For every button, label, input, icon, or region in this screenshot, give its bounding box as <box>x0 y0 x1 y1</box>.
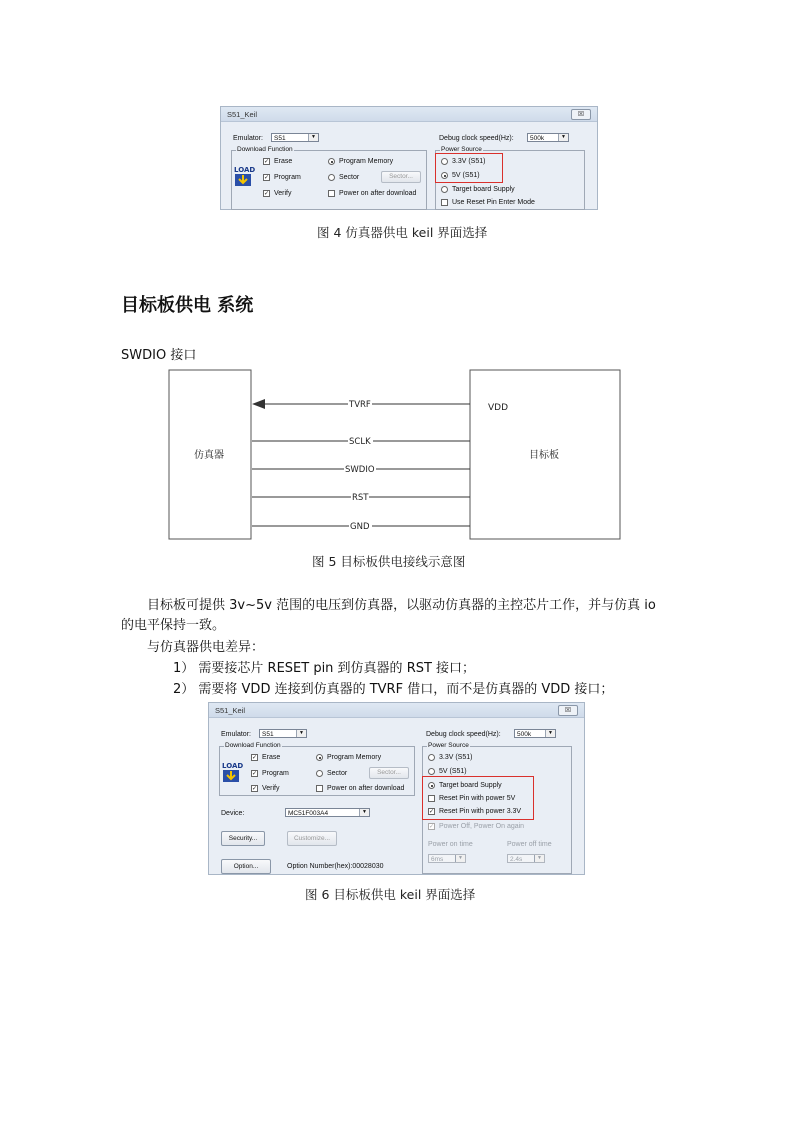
download-group-label: Download Function <box>225 742 281 749</box>
signal-label-gnd: GND <box>350 522 370 532</box>
program-label: Program <box>274 174 301 181</box>
wiring-diagram <box>168 369 622 541</box>
power-off-time-select[interactable] <box>507 854 545 863</box>
paragraph-1-line-1: 目标板可提供 3v~5v 范围的电压到仿真器，以驱动仿真器的主控芯片工作，并与仿真 io <box>147 598 656 613</box>
figure4-caption: 图 4 仿真器供电 keil 界面选择 <box>317 225 488 240</box>
reset-pin-5v-label: Reset Pin with power 5V <box>439 795 516 802</box>
program-memory-label: Program Memory <box>339 158 394 165</box>
verify-checkbox[interactable]: ✓ <box>264 191 270 197</box>
paragraph-1-line-2: 的电平保持一致。 <box>121 618 226 633</box>
close-icon[interactable]: ☒ <box>571 109 591 120</box>
load-logo-icon <box>221 761 244 783</box>
power-on-after-download-checkbox[interactable] <box>328 190 335 197</box>
list-item-2: 2） 需要将 VDD 连接到仿真器的 TVRF 借口，而不是仿真器的 VDD 接口； <box>173 682 614 697</box>
chevron-down-icon: ▼ <box>558 134 568 141</box>
power-33v-label: 3.3V (S51) <box>452 158 486 165</box>
power-5v-radio[interactable] <box>428 768 435 775</box>
power-source-label: Power Source <box>428 742 469 749</box>
debug-clock-select[interactable] <box>514 729 556 738</box>
close-icon[interactable]: ☒ <box>558 705 578 716</box>
figure5-caption: 图 5 目标板供电接线示意图 <box>312 554 466 569</box>
erase-checkbox[interactable]: ✓ <box>252 755 258 761</box>
debug-clock-label: Debug clock speed(Hz): <box>426 731 501 738</box>
power-off-on-checkbox[interactable]: ✓ <box>429 824 435 830</box>
program-checkbox[interactable]: ✓ <box>264 175 270 181</box>
signal-label-rst: RST <box>352 493 369 503</box>
power-off-time-label: Power off time <box>507 841 552 848</box>
chevron-down-icon: ▼ <box>545 730 555 737</box>
device-label: Device: <box>221 810 245 817</box>
figure6-window <box>208 702 585 875</box>
power-on-time-select[interactable] <box>428 854 466 863</box>
emulator-select[interactable] <box>271 133 319 142</box>
customize-button[interactable]: Customize... <box>287 831 337 846</box>
power-33v-radio[interactable] <box>428 754 435 761</box>
emulator-label: Emulator: <box>221 731 251 738</box>
download-group-label: Download Function <box>237 146 293 153</box>
use-reset-pin-checkbox[interactable] <box>441 199 448 206</box>
list-item-1: 1） 需要接芯片 RESET pin 到仿真器的 RST 接口； <box>173 661 476 676</box>
device-value: MC51F003A4 <box>288 810 329 817</box>
power-off-time-value: 2.4s <box>510 856 523 863</box>
program-checkbox[interactable]: ✓ <box>252 771 258 777</box>
power-off-on-label: Power Off, Power On again <box>439 823 525 830</box>
device-select[interactable] <box>285 808 370 817</box>
highlight-box <box>435 153 503 183</box>
program-memory-radio[interactable] <box>328 158 335 165</box>
debug-clock-value: 500k <box>517 731 532 738</box>
logo-text: LOAD <box>234 166 256 174</box>
signal-label-swdio: SWDIO <box>345 465 375 475</box>
security-button[interactable]: Security... <box>221 831 265 846</box>
power-5v-label: 5V (S51) <box>452 172 480 179</box>
debug-clock-label: Debug clock speed(Hz): <box>439 135 514 142</box>
wiring-diagram-svg <box>168 369 622 541</box>
erase-label: Erase <box>274 158 293 165</box>
target-board-supply-radio[interactable] <box>441 186 448 193</box>
verify-checkbox[interactable]: ✓ <box>252 786 258 792</box>
power-33v-label: 3.3V (S51) <box>439 754 473 761</box>
chevron-down-icon: ▼ <box>296 730 306 737</box>
section-heading: 目标板供电 系统 <box>121 295 254 316</box>
option-number-label: Option Number(hex):00028030 <box>287 863 384 870</box>
window-title: S51_Keil <box>227 110 258 119</box>
verify-label: Verify <box>262 785 280 792</box>
signal-label-sclk: SCLK <box>349 437 371 447</box>
chevron-down-icon: ▼ <box>534 855 544 862</box>
sector-radio[interactable] <box>328 174 335 181</box>
logo-text: LOAD <box>222 762 244 770</box>
power-on-after-download-checkbox[interactable] <box>316 785 323 792</box>
program-memory-label: Program Memory <box>327 754 382 761</box>
reset-pin-5v-checkbox[interactable] <box>428 795 435 802</box>
paragraph-2: 与仿真器供电差异： <box>147 640 265 655</box>
target-board-supply-label: Target board Supply <box>452 186 515 193</box>
reset-pin-33v-checkbox[interactable]: ✓ <box>429 809 435 815</box>
debug-clock-select[interactable] <box>527 133 569 142</box>
program-memory-radio[interactable] <box>316 754 323 761</box>
power-on-time-value: 6ms <box>431 856 444 863</box>
target-board-box-label: 目标板 <box>529 450 559 461</box>
verify-label: Verify <box>274 190 292 197</box>
debug-clock-value: 500k <box>530 135 545 142</box>
erase-label: Erase <box>262 754 281 761</box>
power-on-after-download-label: Power on after download <box>327 785 405 792</box>
tvrf-arrow-icon <box>252 399 265 409</box>
swdio-interface-label: SWDIO 接口 <box>121 348 197 363</box>
chevron-down-icon: ▼ <box>455 855 465 862</box>
reset-pin-33v-label: Reset Pin with power 3.3V <box>439 808 522 815</box>
figure6-caption: 图 6 目标板供电 keil 界面选择 <box>305 887 476 902</box>
sector-radio[interactable] <box>316 770 323 777</box>
target-board-supply-label: Target board Supply <box>439 782 502 789</box>
sector-label: Sector <box>339 174 360 181</box>
option-button[interactable]: Option... <box>221 859 271 874</box>
use-reset-pin-label: Use Reset Pin Enter Mode <box>452 199 535 206</box>
emulator-select[interactable] <box>259 729 307 738</box>
target-board-supply-radio[interactable] <box>428 782 435 789</box>
emulator-label: Emulator: <box>233 135 263 142</box>
load-logo-icon <box>233 165 256 187</box>
emulator-value: S51 <box>274 135 286 142</box>
power-5v-label: 5V (S51) <box>439 768 467 775</box>
window-title: S51_Keil <box>215 706 246 715</box>
program-label: Program <box>262 770 289 777</box>
power-on-after-download-label: Power on after download <box>339 190 417 197</box>
title-bar <box>209 703 584 718</box>
sector-label: Sector <box>327 770 348 777</box>
signal-label-tvrf: TVRF <box>349 400 371 410</box>
power-on-time-label: Power on time <box>428 841 473 848</box>
title-bar <box>221 107 597 122</box>
erase-checkbox[interactable]: ✓ <box>264 159 270 165</box>
chevron-down-icon: ▼ <box>359 809 369 816</box>
emulator-box-label: 仿真器 <box>194 450 224 461</box>
figure4-window <box>220 106 598 210</box>
vdd-label: VDD <box>488 403 509 413</box>
sector-button[interactable]: Sector... <box>381 171 421 183</box>
emulator-value: S51 <box>262 731 274 738</box>
chevron-down-icon: ▼ <box>308 134 318 141</box>
sector-button[interactable]: Sector... <box>369 767 409 779</box>
power-source-label: Power Source <box>441 146 482 153</box>
